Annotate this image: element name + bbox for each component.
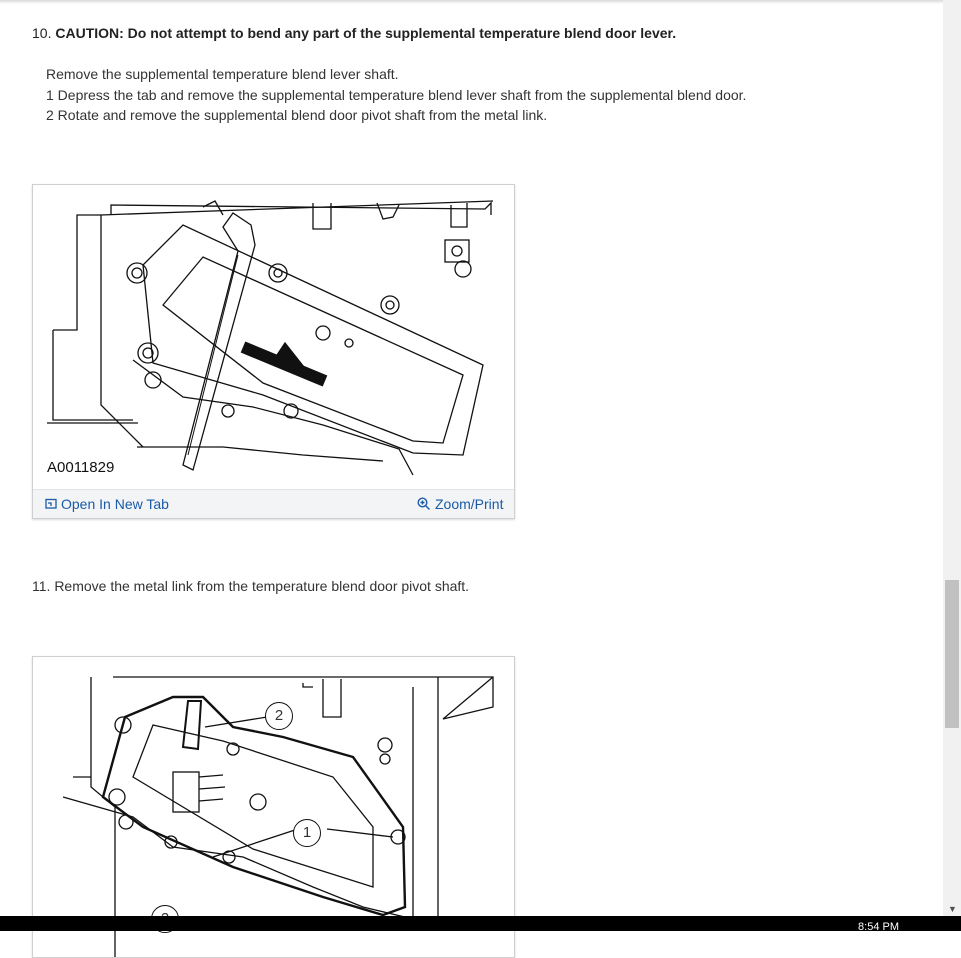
callout-1-label: 1 [302,824,312,841]
step-10-item-1: 1 Depress the tab and remove the supplemental temperature blend lever shaft from the supplemental blend door. [46,87,747,103]
figure-1-toolbar [33,489,514,518]
taskbar-clock: 8:54 PM [858,921,899,933]
scrollbar-thumb[interactable] [945,580,959,728]
callout-1 [293,819,321,847]
blend-door-lever-illustration [33,185,514,490]
open-new-tab-icon [45,498,57,510]
figure-a0011829 [32,184,515,519]
step-10-item-2: 2 Rotate and remove the supplemental blend door pivot shaft from the metal link. [46,107,548,123]
step-10-intro: Remove the supplemental temperature blend lever shaft. [46,66,399,82]
step-10-heading [32,25,676,41]
figure-1-id: A0011829 [47,459,115,476]
step-11-text: 11. Remove the metal link from the temperature blend door pivot shaft. [32,578,470,594]
zoom-print-link[interactable] [417,496,503,512]
callout-2-top [265,702,293,730]
step-10-number: 10. [32,25,52,41]
figure-metal-link [32,656,515,958]
vertical-scrollbar[interactable] [943,0,961,916]
open-new-tab-link[interactable] [45,496,169,512]
zoom-print-label: Zoom/Print [435,496,504,512]
scroll-down-arrow-icon[interactable]: ▼ [948,904,957,914]
caution-text: CAUTION: Do not attempt to bend any part of the supplemental temperature blend door lever. [55,25,677,41]
taskbar [0,916,961,931]
callout-2-label: 2 [274,707,284,724]
open-new-tab-label: Open In New Tab [61,496,169,512]
zoom-magnifier-icon [417,497,431,511]
